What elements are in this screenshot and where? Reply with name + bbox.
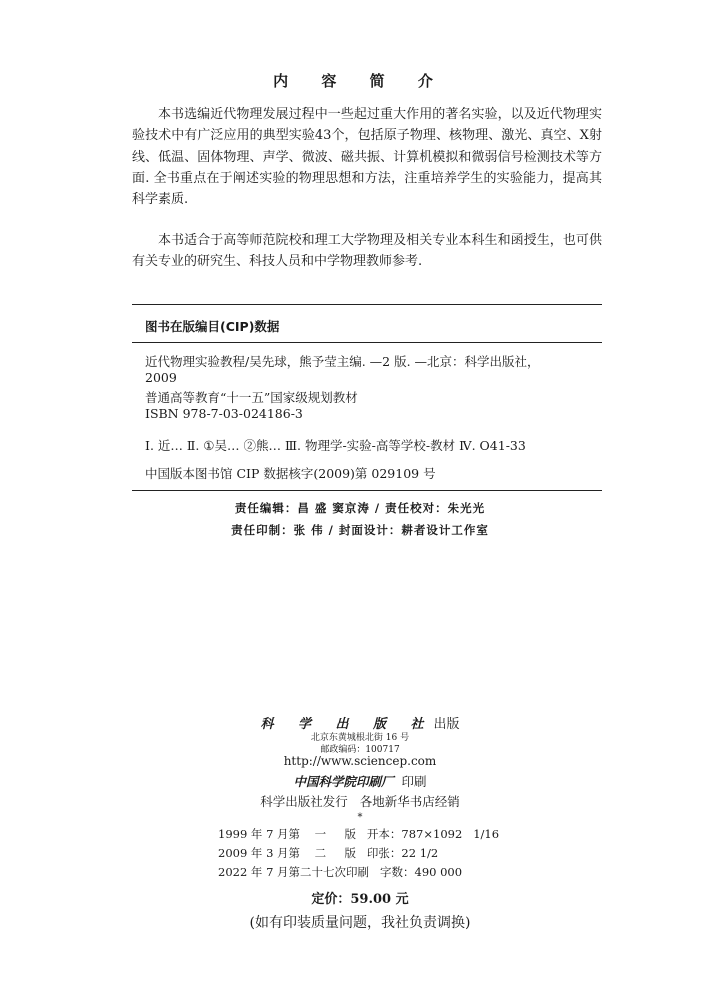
cip-classification: Ⅰ. 近… Ⅱ. ①吴… ②熊… Ⅲ. 物理学-实验-高等学校-教材 Ⅳ. O41-33 (145, 438, 526, 453)
printer (0, 772, 720, 790)
divider-bottom (132, 490, 602, 491)
summary-paragraph-1: 本书选编近代物理发展过程中一些起过重大作用的著名实验，以及近代物理实验技术中有广泛应用的典型实验43个，包括原子物理、核物理、激光、真空、X射线、低温、固体物理、声学、微波、磁共振、计算机模拟和微弱信号检测技术等方面. 全书重点在于阐述实验的物理思想和方法，注重培养学生的实验能力，提高其科学素质. (132, 107, 602, 208)
cip-line-1b: 2009 (145, 370, 177, 385)
publisher-address: 北京东黄城根北街 16 号 (310, 733, 410, 743)
publisher-name-text: 科 学 出 版 社 (260, 717, 434, 732)
price: 定价：59.00 元 (311, 892, 409, 907)
summary-title: 内 容 简 介 (273, 72, 447, 90)
printer-suffix: 印刷 (393, 774, 427, 789)
publisher-name-suffix: 出版 (433, 717, 460, 732)
cip-heading: 图书在版编目(CIP)数据 (145, 319, 280, 334)
publisher-postcode: 邮政编码：100717 (320, 745, 400, 755)
responsibility-line-1: 责任编辑：昌 盛 窦京涛 / 责任校对：朱光光 (234, 501, 486, 515)
cip-line-1: 近代物理实验教程/吴先球，熊予莹主编. —2 版. —北京：科学出版社， (145, 354, 540, 369)
divider-top (132, 304, 602, 305)
cip-isbn: ISBN 978-7-03-024186-3 (145, 406, 303, 421)
summary-paragraph-2: 本书适合于高等师范院校和理工大学物理及相关专业本科生和函授生，也可供有关专业的研究生、科技人员和中学物理教师参考. (132, 233, 602, 270)
printer-name: 中国科学院印刷厂 (293, 774, 394, 789)
cip-series: 普通高等教育“十一五”国家级规划教材 (145, 390, 358, 405)
separator-star: * (357, 812, 363, 823)
divider-cip (132, 342, 602, 343)
responsibility-line-2: 责任印制：张 伟 / 封面设计：耕者设计工作室 (231, 523, 489, 537)
distribution: 科学出版社发行 各地新华书店经销 (260, 794, 460, 809)
imprint-line-2: 2009 年 3 月第 二 版 印张：22 1/2 (218, 846, 439, 860)
quality-notice: (如有印装质量问题，我社负责调换) (249, 915, 471, 931)
publisher-url: http://www.sciencep.com (283, 754, 437, 768)
imprint-line-3: 2022 年 7 月第二十七次印刷 字数：490 000 (218, 865, 463, 879)
imprint-line-1: 1999 年 7 月第 一 版 开本：787×1092 1/16 (218, 827, 500, 841)
cip-number: 中国版本图书馆 CIP 数据核字(2009)第 029109 号 (145, 466, 436, 481)
